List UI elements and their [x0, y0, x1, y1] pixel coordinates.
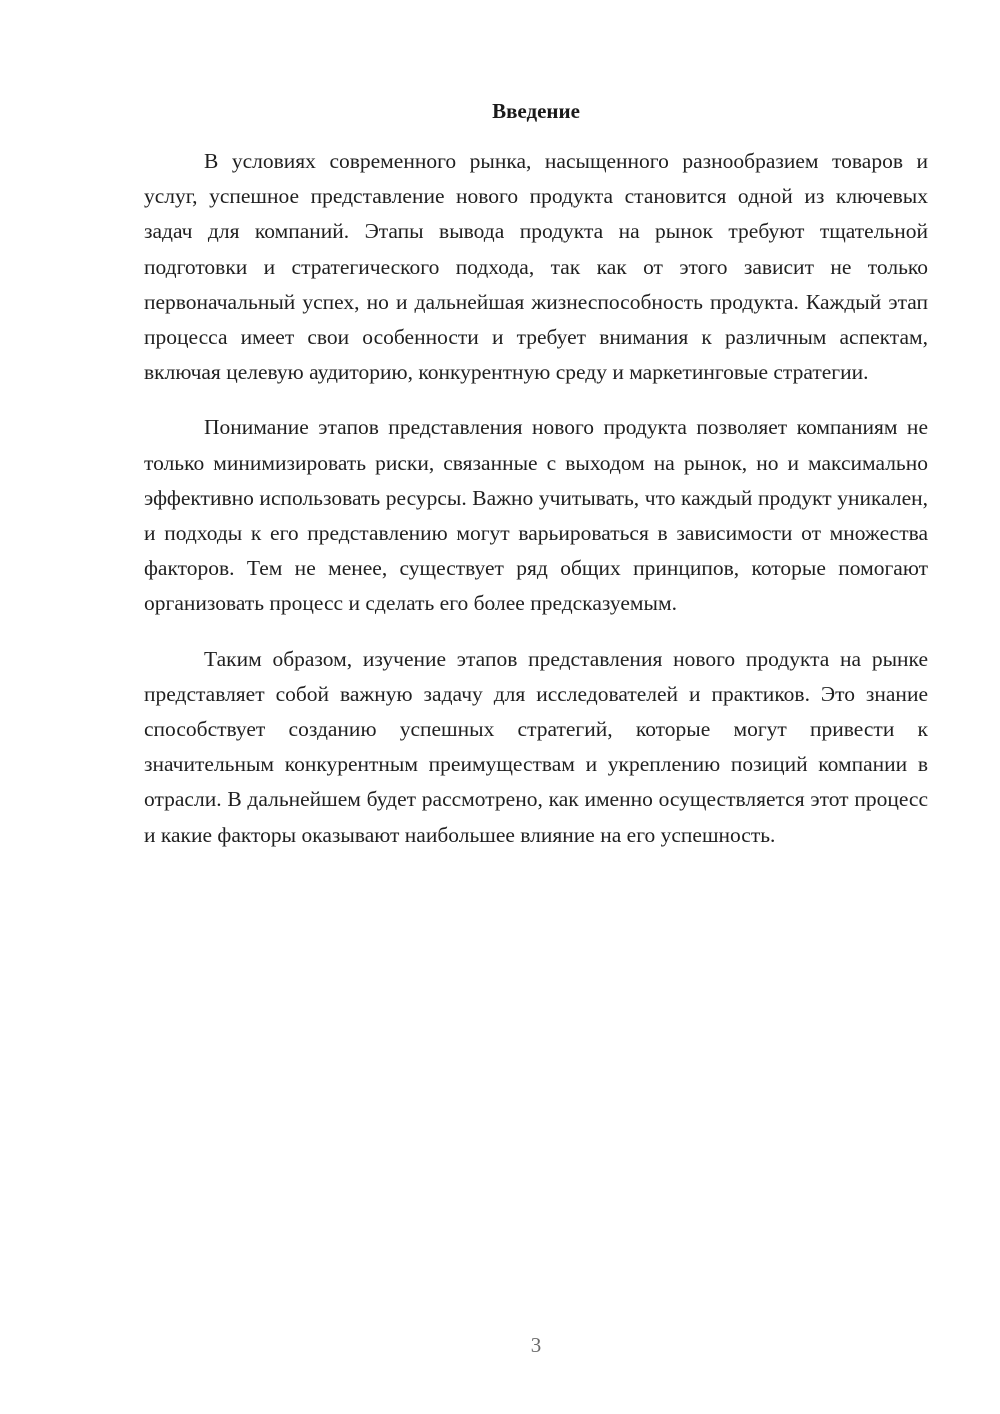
- page-content: [144, 96, 928, 873]
- section-heading: Введение: [492, 99, 580, 123]
- page-number: 3: [530, 1333, 542, 1357]
- paragraph-3: Таким образом, изучение этапов представления нового продукта на рынке представляет собой важную задачу для исследователей и практиков. Это знание способствует созданию успешных стратегий, которые могут привести к значительным конкурентным преимуществам и укреплению позиций компании в отрасли. В дальнейшем будет рассмотрено, как именно осуществляется этот процесс и какие факторы оказывают наибольшее влияние на его успешность.: [144, 646, 928, 847]
- paragraph-2: Понимание этапов представления нового продукта позволяет компаниям не только минимизировать риски, связанные с выходом на рынок, но и максимально эффективно использовать ресурсы. Важно учитывать, что каждый продукт уникален, и подходы к его представлению могут варьироваться в зависимости от множества факторов. Тем не менее, существует ряд общих принципов, которые помогают организовать процесс и сделать его более предсказуемым.: [144, 415, 928, 616]
- paragraph-1: В условиях современного рынка, насыщенного разнообразием товаров и услуг, успешное представление нового продукта становится одной из ключевых задач для компаний. Этапы вывода продукта на рынок требуют тщательной подготовки и стратегического подхода, так как от этого зависит не только первоначальный успех, но и дальнейшая жизнеспособность продукта. Каждый этап процесса имеет свои особенности и требует внимания к различным аспектам, включая целевую аудиторию, конкурентную среду и маркетинговые стратегии.: [144, 149, 928, 385]
